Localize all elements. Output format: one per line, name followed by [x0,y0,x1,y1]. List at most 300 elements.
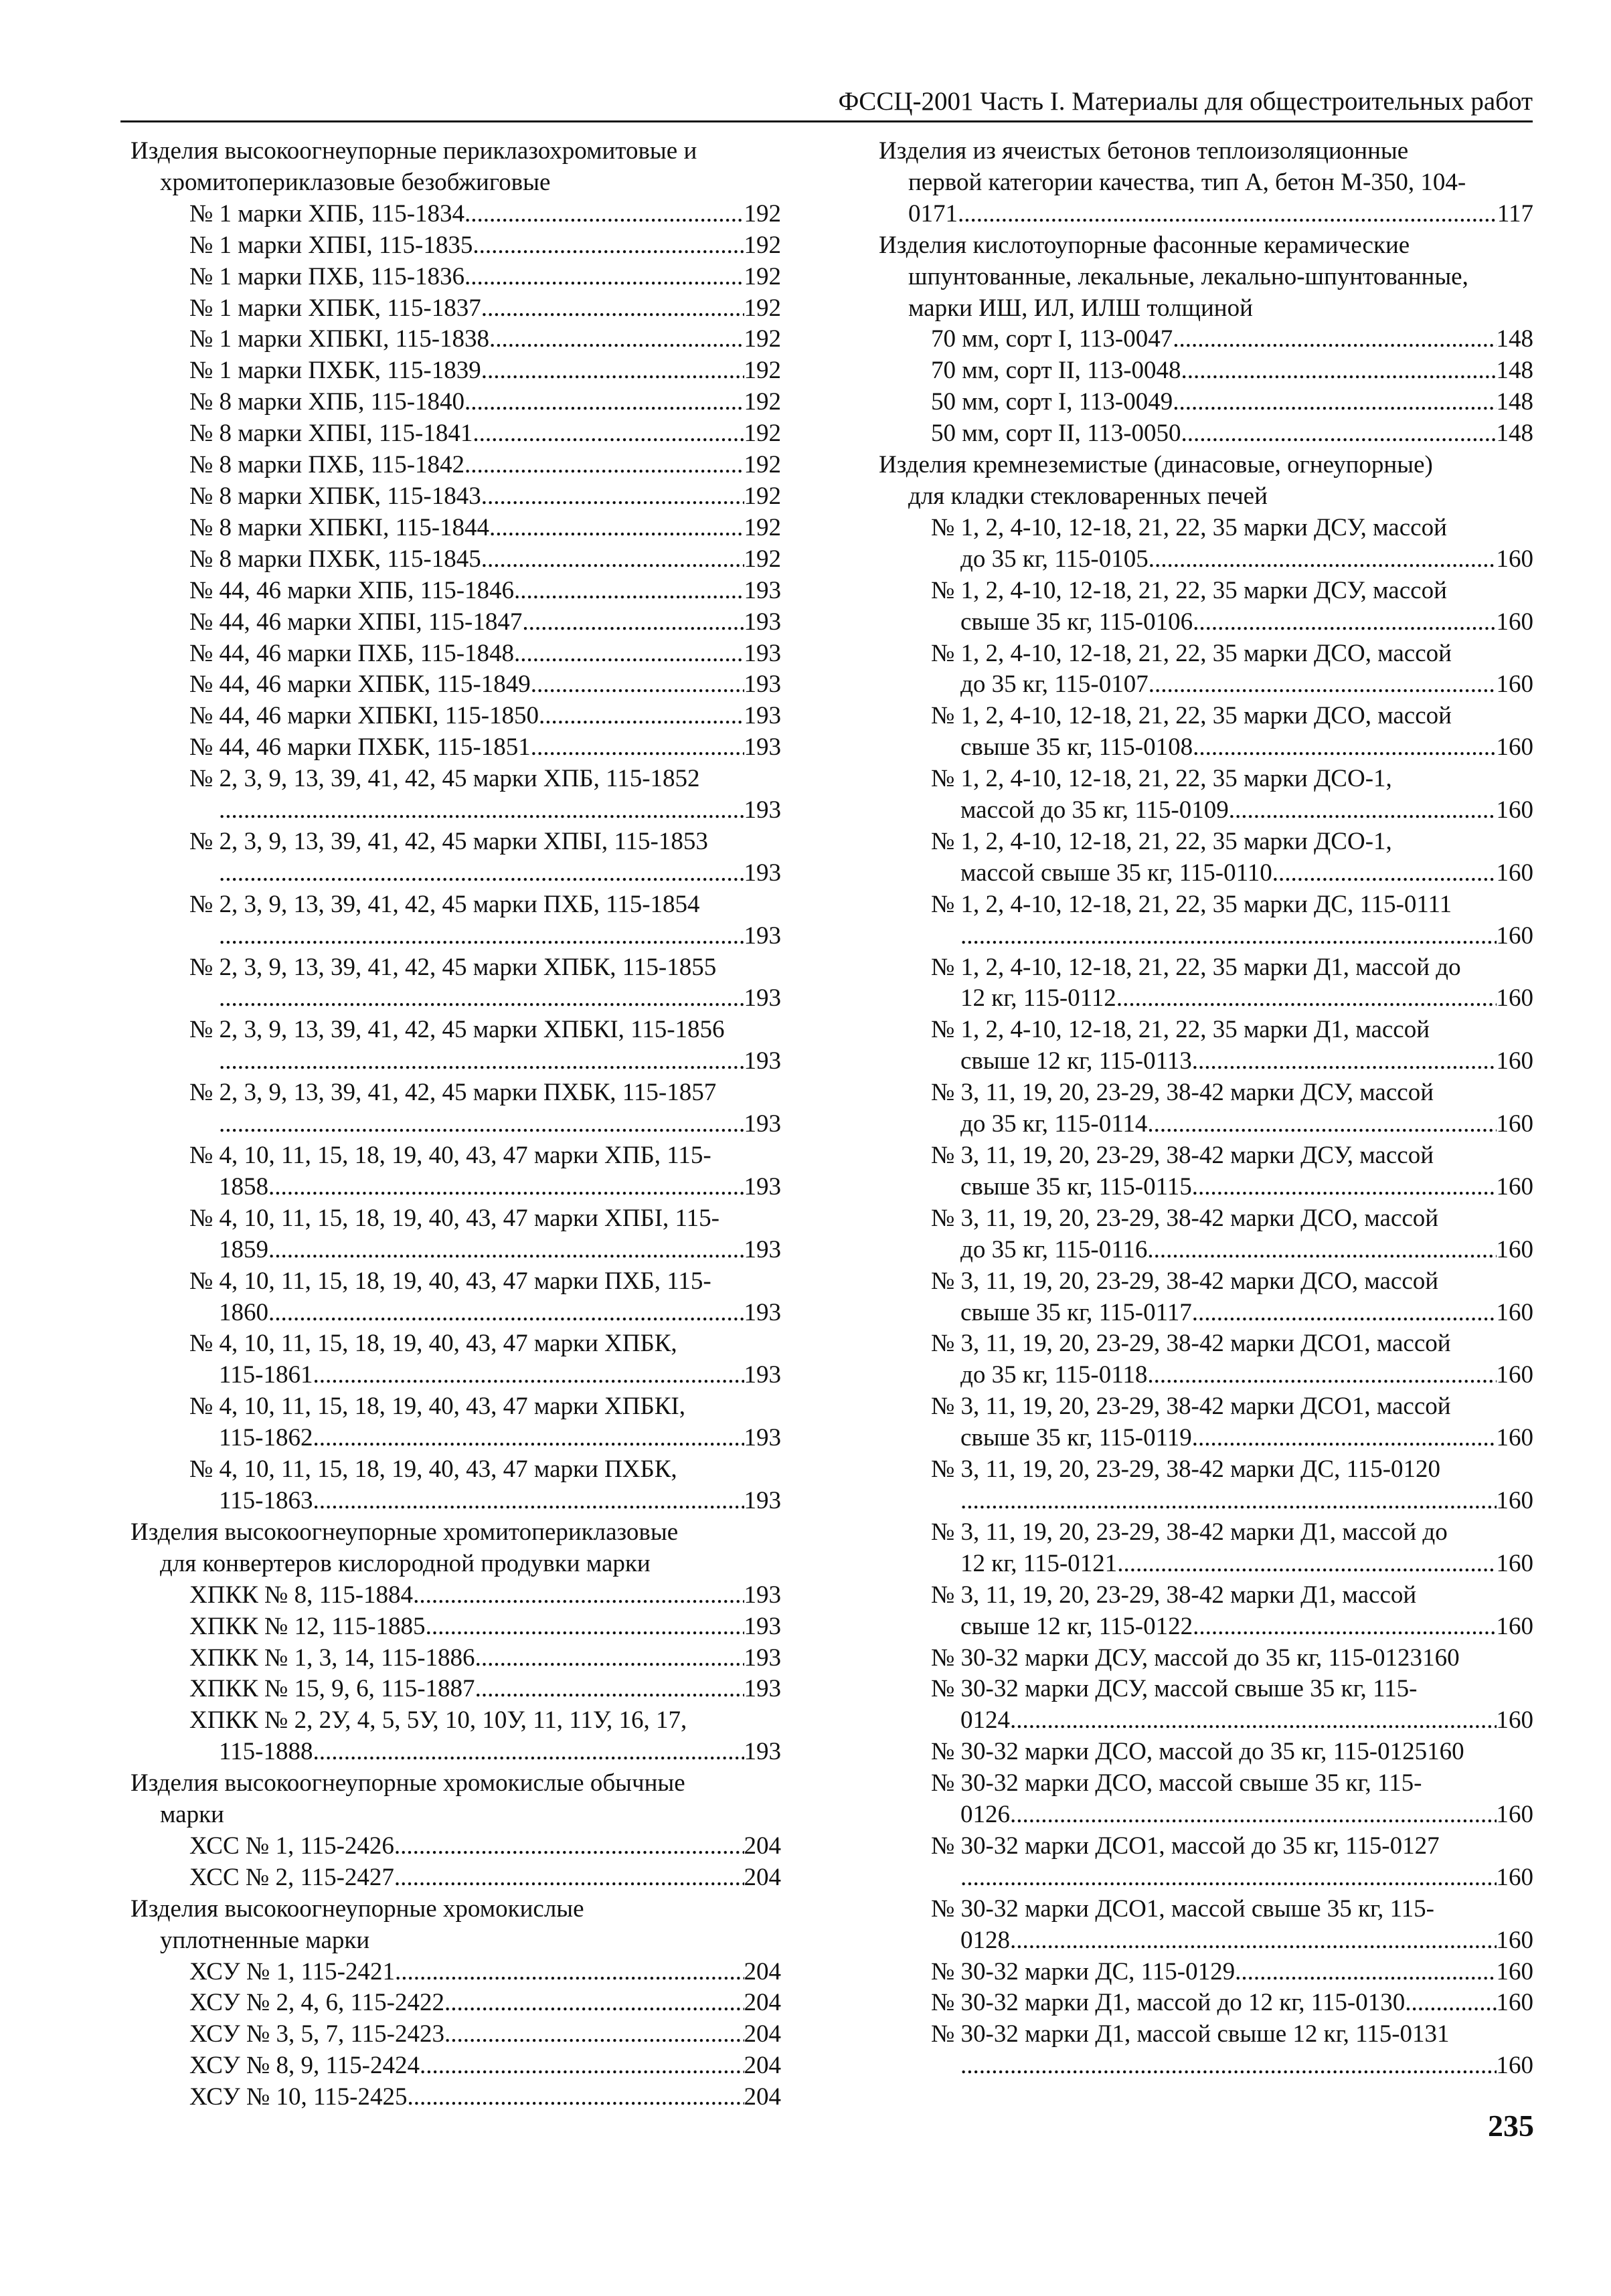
entry-page: 204 [744,2020,781,2048]
index-entry-line [189,638,781,670]
index-entry-line [931,1862,1533,1894]
entry-page: 193 [744,702,781,730]
section-heading: Изделия высокоогнеупорные хромокислые [131,1894,584,1923]
entry-text: № 8 марки ХПБКI, 115-1844 [189,513,490,541]
dot-leader [475,1643,744,1674]
entry-page: 160 [1496,1801,1533,1829]
index-entry [879,324,1533,355]
entry-text: № 3, 11, 19, 20, 23-29, 38-42 марки ДС, 115-0120 [931,1455,1441,1484]
entry-text: № 1, 2, 4-10, 12-18, 21, 22, 35 марки ДСУ, массой [931,513,1447,541]
section-heading: марки [160,1801,224,1829]
section-heading: для конвертеров кислородной продувки марки [160,1549,651,1577]
page-header [120,79,1533,122]
entry-page: 204 [744,2052,781,2080]
entry-text: ХСУ № 2, 4, 6, 115-2422 [189,1989,444,2017]
entry-text: № 4, 10, 11, 15, 18, 19, 40, 43, 47 марки ПХБ, 115- [189,1267,711,1295]
entry-page: 160 [1496,1298,1533,1326]
dot-leader [444,2019,744,2050]
index-entry [879,1957,1533,1988]
index-entry [131,1077,781,1140]
entry-page: 148 [1496,325,1533,353]
index-entry-line [189,262,781,293]
dot-leader [1229,795,1497,826]
index-entry [131,1611,781,1643]
index-entry [131,1957,781,1988]
dot-leader [489,513,744,544]
entry-text: 1858 [219,1172,268,1201]
entry-page: 204 [744,2083,781,2111]
index-entry-line [931,795,1533,826]
entry-text: ХСС № 2, 115-2427 [189,1863,394,1891]
dot-leader [481,293,744,325]
index-entry-line [189,1172,781,1203]
entry-text: до 35 кг, 115-0116 [960,1235,1148,1263]
index-entry [879,638,1533,701]
entry-page: 193 [744,1612,781,1640]
entry-text: № 2, 3, 9, 13, 39, 41, 42, 45 марки ПХБК, 115-1857 [189,1079,717,1107]
section-heading: Изделия высокоогнеупорные хромокислые обычные [131,1769,685,1797]
entry-page: 160 [1496,984,1533,1012]
entry-page: 193 [744,1110,781,1138]
section-heading: шпунтованные, лекальные, лекально-шпунтованные, [908,262,1468,290]
dot-leader [394,1862,744,1894]
index-entry [879,1737,1533,1768]
dot-leader [531,732,744,764]
dot-leader [1405,1988,1496,2019]
index-entry-line [931,1360,1533,1391]
index-entry-line [189,2082,781,2113]
index-entry [131,450,781,481]
entry-text: до 35 кг, 115-0114 [960,1110,1148,1138]
index-entry [131,262,781,293]
entry-page: 192 [744,420,781,448]
dot-leader [1010,1705,1497,1737]
index-entry-line [931,418,1533,450]
entry-page: 192 [744,199,781,228]
index-entry [131,1580,781,1611]
dot-leader [960,1862,1497,1894]
section-heading: Изделия кремнеземистые (динасовые, огнеупорные) [879,451,1433,479]
entry-page: 193 [744,1235,781,1263]
dot-leader [481,544,744,576]
entry-text: до 35 кг, 115-0107 [960,671,1149,699]
dot-leader [1181,418,1497,450]
index-entry [879,1894,1533,1957]
entry-page: 193 [744,671,781,699]
entry-text: 0128 [960,1926,1010,1954]
dot-leader [531,669,744,701]
dot-leader [514,638,744,670]
index-entry [879,1203,1533,1266]
entry-page: 193 [744,1644,781,1672]
entry-page: 204 [744,1957,781,1985]
entry-page: 160 [1496,1235,1533,1263]
dot-leader [464,199,744,230]
entry-text: 1860 [219,1298,268,1326]
entry-page: 117 [1497,199,1533,228]
dot-leader [1147,1235,1496,1266]
entry-text: № 1 марки ПХБ, 115-1836 [189,262,465,290]
dot-leader [1192,1172,1497,1203]
dot-leader [1193,1611,1496,1643]
index-entry [131,952,781,1015]
index-entry [879,1768,1533,1831]
entry-text: № 44, 46 марки ХПБ, 115-1846 [189,576,515,604]
entry-page: 204 [744,1832,781,1860]
dot-leader [1192,1423,1497,1454]
index-entry-line [189,669,781,701]
entry-page: 160 [1496,545,1533,573]
entry-page: 193 [744,796,781,824]
index-entry [879,1454,1533,1517]
entry-text: 0126 [960,1801,1010,1829]
index-entry-line [189,1580,781,1611]
index-entry-line [189,513,781,544]
dot-leader [475,1674,744,1705]
index-entry-line [931,355,1533,387]
index-entry [131,1140,781,1203]
index-entry [879,1014,1533,1077]
entry-text: № 4, 10, 11, 15, 18, 19, 40, 43, 47 марки ХПБКI, [189,1393,685,1421]
entry-page: 193 [744,1581,781,1609]
index-entry-line [931,1988,1533,2019]
entry-text: № 1 марки ХПБКI, 115-1838 [189,325,490,353]
index-entry [879,355,1533,387]
index-entry-line [931,921,1533,952]
entry-page: 160 [1496,1549,1533,1577]
index-entry-line [931,387,1533,418]
entry-text: № 1, 2, 4-10, 12-18, 21, 22, 35 марки Д1, массой до [931,953,1461,981]
index-entry-line [189,2019,781,2050]
dot-leader [960,2050,1497,2082]
entry-text: ХСС № 1, 115-2426 [189,1832,394,1860]
dot-leader [1193,607,1496,638]
index-entry-line [931,1298,1533,1329]
dot-leader [1192,1298,1497,1329]
entry-page: 160 [1496,1706,1533,1735]
index-entry [131,1831,781,1862]
entry-text: № 44, 46 марки ХПБI, 115-1847 [189,608,523,636]
index-entry-line [931,858,1533,889]
dot-leader [219,1109,744,1140]
entry-page: 160 [1496,1863,1533,1891]
section-heading: Изделия кислотоупорные фасонные керамические [879,231,1410,259]
index-entry [131,607,781,638]
entry-text: ХПКК № 1, 3, 14, 115-1886 [189,1644,475,1672]
index-entry-line [189,387,781,418]
entry-text: № 44, 46 марки ХПБК, 115-1849 [189,671,531,699]
index-entry [131,732,781,764]
dot-leader [1116,983,1497,1014]
entry-page: 193 [744,1738,781,1766]
entry-text: до 35 кг, 115-0118 [960,1361,1148,1389]
entry-text: № 1, 2, 4-10, 12-18, 21, 22, 35 марки ДСО-1, [931,827,1392,855]
index-column-left [131,136,781,2113]
entry-text: № 30-32 марки ДСО, массой свыше 35 кг, 115- [931,1769,1422,1797]
entry-page: 192 [744,388,781,416]
entry-page: 204 [744,1989,781,2017]
entry-text: № 30-32 марки Д1, массой свыше 12 кг, 115-0131 [931,2020,1450,2048]
index-entry-line [189,324,781,355]
index-entry [879,1140,1533,1203]
index-entry [131,418,781,450]
entry-page: 193 [744,576,781,604]
entry-text: № 3, 11, 19, 20, 23-29, 38-42 марки ДСО1, массой [931,1330,1451,1358]
entry-page: 192 [744,513,781,541]
index-entry-line [189,450,781,481]
entry-text: № 3, 11, 19, 20, 23-29, 38-42 марки ДСО1, массой [931,1393,1451,1421]
entry-page: 204 [744,1863,781,1891]
index-entry [131,701,781,732]
dot-leader [1010,1925,1497,1957]
index-entry-line [189,1988,781,2019]
index-entry [131,889,781,952]
dot-leader [313,1360,744,1391]
entry-text: № 8 марки ПХБК, 115-1845 [189,545,481,573]
dot-leader [313,1423,744,1454]
index-entry-line [931,1423,1533,1454]
index-entry-line [931,1486,1533,1517]
index-entry-line [189,732,781,764]
entry-page: 192 [744,357,781,385]
index-entry-line [189,1109,781,1140]
index-entry-line [189,1957,781,1988]
entry-text: № 1, 2, 4-10, 12-18, 21, 22, 35 марки ДСО, массой [931,639,1452,667]
entry-page: 193 [744,639,781,667]
index-entry [131,1674,781,1705]
entry-page: 160 [1496,796,1533,824]
entry-text: № 30-32 марки ДС, 115-0129 [931,1957,1236,1985]
entry-page: 160 [1496,2052,1533,2080]
index-entry [131,826,781,889]
index-entry-line [931,1549,1533,1580]
dot-leader [1193,732,1496,764]
entry-text: ХПКК № 8, 115-1884 [189,1581,414,1609]
dot-leader [464,262,744,293]
entry-text: № 1 марки ХПБК, 115-1837 [189,294,481,322]
section-heading: марки ИШ, ИЛ, ИЛШ толщиной [908,294,1253,322]
entry-page: 160 [1496,921,1533,950]
entry-text: 1859 [219,1235,268,1263]
entry-text: № 3, 11, 19, 20, 23-29, 38-42 марки ДСО, массой [931,1267,1439,1295]
dot-leader [473,418,744,450]
index-entry [131,513,781,544]
entry-text: 70 мм, сорт II, 113-0048 [931,357,1181,385]
index-entry [131,1988,781,2019]
index-entry-line [931,1235,1533,1266]
dot-leader [464,450,744,481]
index-entry-line [931,1737,1533,1768]
entry-text: № 1, 2, 4-10, 12-18, 21, 22, 35 марки ДСО, массой [931,702,1452,730]
index-entry-line [931,1705,1533,1737]
entry-text: № 44, 46 марки ПХБ, 115-1848 [189,639,515,667]
dot-leader [1192,1046,1497,1077]
index-entry [131,387,781,418]
index-entry [879,889,1533,952]
index-entry [131,324,781,355]
entry-page: 193 [744,1172,781,1201]
entry-page: 160 [1496,1486,1533,1514]
entry-text: свыше 35 кг, 115-0108 [960,733,1193,762]
entry-text: массой свыше 35 кг, 115-0110 [960,859,1272,887]
entry-text: № 4, 10, 11, 15, 18, 19, 40, 43, 47 марки ХПБК, [189,1330,677,1358]
index-entry [131,638,781,670]
dot-leader [958,199,1497,230]
index-entry-line [189,1674,781,1705]
dot-leader [539,701,744,732]
index-entry-line [189,1298,781,1329]
index-entry [879,1643,1533,1674]
entry-text: № 1, 2, 4-10, 12-18, 21, 22, 35 марки ДС, 115-0111 [931,890,1452,918]
entry-page: 160 [1496,1361,1533,1389]
entry-text: № 2, 3, 9, 13, 39, 41, 42, 45 марки ХПБК, 115-1855 [189,953,717,981]
entry-text: массой до 35 кг, 115-0109 [960,796,1229,824]
dot-leader [960,1486,1497,1517]
entry-text: № 1, 2, 4-10, 12-18, 21, 22, 35 марки Д1, массой [931,1016,1430,1044]
index-entry [131,576,781,607]
entry-text: свыше 12 кг, 115-0113 [960,1047,1192,1075]
entry-text: № 30-32 марки ДСО1, массой до 35 кг, 115-0127 [931,1832,1440,1860]
index-entry-line [931,1109,1533,1140]
page-number: 235 [1488,2109,1534,2143]
dot-leader [1235,1957,1496,1988]
index-entry-line [189,1486,781,1517]
entry-page: 193 [744,1424,781,1452]
entry-page: 193 [744,921,781,950]
entry-text: № 4, 10, 11, 15, 18, 19, 40, 43, 47 марки ХПБI, 115- [189,1204,719,1232]
index-entry-line [931,1172,1533,1203]
entry-text: 0171 [908,199,958,228]
entry-page: 193 [744,859,781,887]
dot-leader [481,481,744,513]
index-entry-line [189,199,781,230]
index-entry-line [189,576,781,607]
entry-text: № 8 марки ХПБК, 115-1843 [189,482,481,510]
index-entry [131,669,781,701]
index-column-right [879,136,1533,2082]
index-entry-line [189,418,781,450]
section-heading: Изделия высокоогнеупорные периклазохромитовые и [131,137,697,165]
index-entry-line [931,1643,1533,1674]
entry-page: 160 [1496,1989,1533,2017]
entry-text: № 30-32 марки Д1, массой до 12 кг, 115-0130 [931,1989,1406,2017]
entry-text: № 44, 46 марки ПХБК, 115-1851 [189,733,531,762]
index-entry-line [189,701,781,732]
index-entry [879,1328,1533,1391]
entry-text: 0124 [960,1706,1010,1735]
entry-page: 160 [1496,608,1533,636]
index-entry [879,2019,1533,2082]
entry-text: № 30-32 марки ДСУ, массой свыше 35 кг, 115- [931,1675,1418,1703]
entry-text: № 2, 3, 9, 13, 39, 41, 42, 45 марки ПХБ, 115-1854 [189,890,700,918]
index-entry [131,355,781,387]
index-entry [879,1077,1533,1140]
entry-text: № 30-32 марки ДСУ, массой до 35 кг, 115-0123 [931,1644,1423,1672]
entry-text: свыше 12 кг, 115-0122 [960,1612,1193,1640]
index-entry [131,199,781,230]
index-entry [879,1266,1533,1329]
entry-text: № 3, 11, 19, 20, 23-29, 38-42 марки ДСУ, массой [931,1079,1434,1107]
index-entry-line [931,1799,1533,1831]
entry-page: 193 [744,1361,781,1389]
entry-text: ХСУ № 10, 115-2425 [189,2083,408,2111]
index-entry-line [931,669,1533,701]
index-entry-line [189,1360,781,1391]
entry-page: 193 [744,608,781,636]
dot-leader [420,2050,744,2082]
index-entry-line [931,2050,1533,2082]
index-entry [879,1674,1533,1737]
dot-leader [1173,387,1496,418]
index-entry [879,1580,1533,1643]
entry-page: 160 [1422,1644,1460,1672]
entry-text: № 30-32 марки ДСО1, массой свыше 35 кг, 115- [931,1894,1434,1923]
entry-text: 12 кг, 115-0121 [960,1549,1118,1577]
entry-text: 115-1888 [219,1738,313,1766]
index-entry [131,1454,781,1517]
entry-page: 193 [744,984,781,1012]
entry-page: 193 [744,1047,781,1075]
dot-leader [219,921,744,952]
entry-page: 160 [1496,1110,1533,1138]
index-entry [131,481,781,513]
index-entry [879,764,1533,826]
entry-page: 193 [744,1298,781,1326]
index-entry-line [189,921,781,952]
dot-leader [1147,1109,1496,1140]
index-entry-line [189,1831,781,1862]
index-entry-line [189,1423,781,1454]
index-entry [131,764,781,826]
index-entry [879,701,1533,764]
entry-page: 192 [744,325,781,353]
dot-leader [407,2082,744,2113]
dot-leader [1149,669,1497,701]
entry-page: 148 [1496,357,1533,385]
section-heading: уплотненные марки [160,1926,370,1954]
entry-page: 160 [1496,671,1533,699]
entry-text: № 1, 2, 4-10, 12-18, 21, 22, 35 марки ДСО-1, [931,765,1392,793]
entry-text: № 8 марки ХПБI, 115-1841 [189,420,473,448]
entry-text: ХПКК № 2, 2У, 4, 5, 5У, 10, 10У, 11, 11У, 16, 17, [189,1706,687,1735]
entry-page: 160 [1496,1172,1533,1201]
entry-text: свыше 35 кг, 115-0119 [960,1424,1192,1452]
entry-text: № 3, 11, 19, 20, 23-29, 38-42 марки ДСУ, массой [931,1142,1434,1169]
index-entry [879,1988,1533,2019]
entry-page: 192 [744,451,781,479]
dot-leader [960,921,1497,952]
index-entry [131,2082,781,2113]
index-entry-line [189,1643,781,1674]
index-entry-line [189,481,781,513]
dot-leader [268,1298,744,1329]
entry-text: ХПКК № 15, 9, 6, 115-1887 [189,1675,475,1703]
index-entry [879,418,1533,450]
index-entry-line [189,355,781,387]
dot-leader [473,230,744,262]
entry-text: № 8 марки ХПБ, 115-1840 [189,388,465,416]
dot-leader [481,355,744,387]
entry-text: ХПКК № 12, 115-1885 [189,1612,426,1640]
dot-leader [313,1737,744,1768]
entry-text: 12 кг, 115-0112 [960,984,1116,1012]
entry-text: ХСУ № 3, 5, 7, 115-2423 [189,2020,444,2048]
dot-leader [219,795,744,826]
dot-leader [464,387,744,418]
entry-page: 160 [1496,1424,1533,1452]
index-entry-line [931,1046,1533,1077]
entry-text: свыше 35 кг, 115-0117 [960,1298,1192,1326]
